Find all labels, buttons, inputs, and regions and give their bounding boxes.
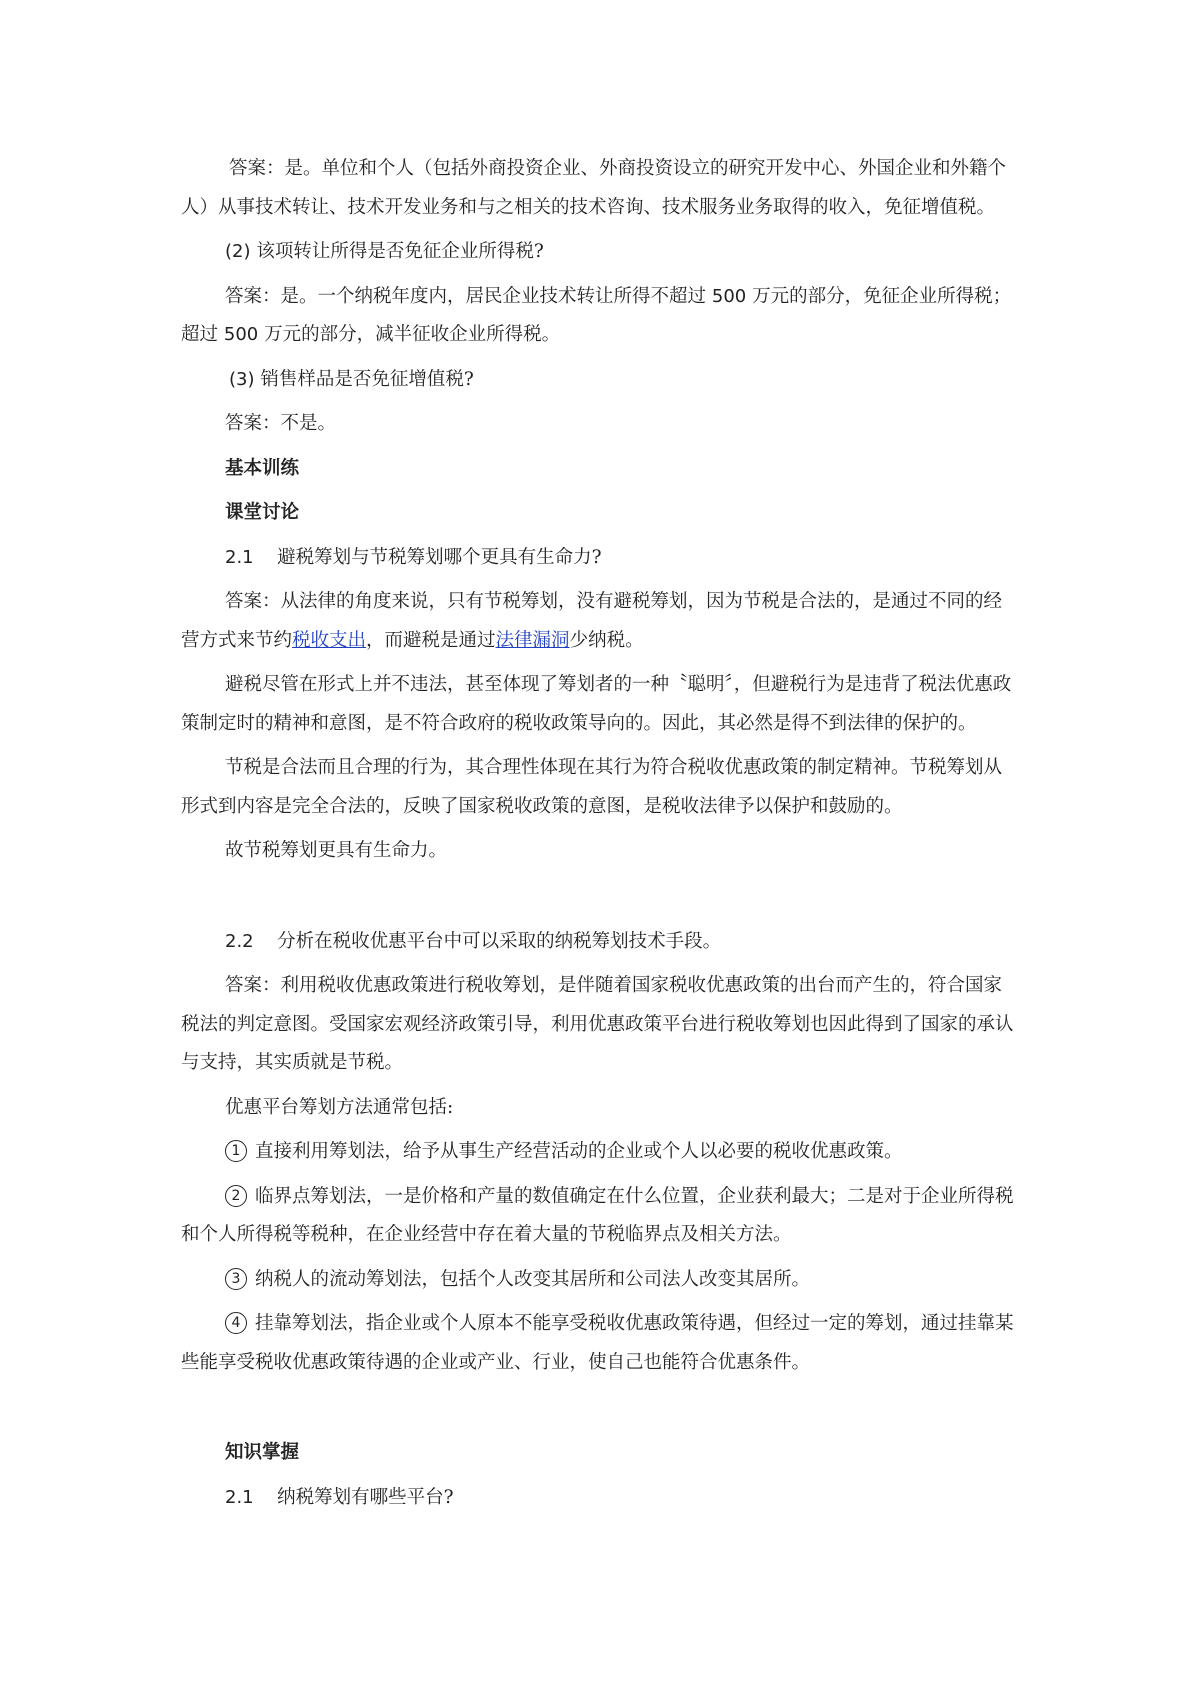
answer-text: 答案：从法律的角度来说，只有节税筹划，没有避税筹划，因为节税是合法的，是通过不同的经营方式来节约	[181, 591, 1003, 651]
question-2-1	[181, 539, 1017, 578]
method-text: 临界点筹划法，一是价格和产量的数值确定在什么位置，企业获利最大；二是对于企业所得税和个人所得税等税种，在企业经营中存在着大量的节税临界点及相关方法。	[181, 1185, 1014, 1245]
question-3	[181, 361, 1017, 400]
tax-saving-paragraph: 节税是合法而且合理的行为，其合理性体现在其行为符合税收优惠政策的制定精神。节税筹划从形式到内容是完全合法的，反映了国家税收政策的意图，是税收法律予以保护和鼓励的。	[181, 757, 1003, 817]
section-heading-discussion: 课堂讨论	[225, 502, 300, 523]
methods-intro: 优惠平台筹划方法通常包括:	[225, 1096, 454, 1118]
tax-expenditure-link[interactable]: 税收支出	[292, 629, 367, 651]
answer-3: 答案：不是。	[225, 413, 337, 434]
amount-value: 500	[711, 285, 747, 307]
circled-number: 4	[225, 1312, 247, 1334]
document-body	[181, 150, 1017, 1517]
method-item	[181, 1305, 1017, 1382]
answer-2	[181, 278, 1017, 355]
circled-number: 3	[225, 1268, 247, 1290]
question-number: (3)	[229, 368, 255, 390]
knowledge-question-2-1	[181, 1479, 1017, 1518]
question-number: 2.2	[225, 930, 254, 952]
question-number: 2.1	[225, 1486, 254, 1508]
question-text: 避税筹划与节税筹划哪个更具有生命力?	[277, 546, 602, 568]
method-item	[181, 1261, 1017, 1300]
circled-number: 1	[225, 1140, 247, 1162]
section-heading-knowledge: 知识掌握	[225, 1442, 300, 1463]
answer-text: 答案：是。一个纳税年度内，居民企业技术转让所得不超过	[225, 285, 712, 307]
question-number: 2.1	[225, 546, 254, 568]
question-number: (2)	[225, 241, 251, 262]
answer-2-1	[181, 583, 1017, 660]
question-text: 纳税筹划有哪些平台?	[277, 1486, 454, 1508]
method-text: 直接利用筹划法，给予从事生产经营活动的企业或个人以必要的税收优惠政策。	[255, 1141, 903, 1162]
section-heading-basic: 基本训练	[225, 457, 300, 479]
conclusion-paragraph: 故节税筹划更具有生命力。	[225, 840, 448, 861]
legal-loophole-link[interactable]: 法律漏洞	[495, 629, 570, 651]
answer-text: 万元的部分，减半征收企业所得税。	[258, 324, 561, 345]
answer-text: 少纳税。	[569, 629, 644, 651]
question-text: 分析在税收优惠平台中可以采取的纳税筹划技术手段。	[277, 930, 722, 952]
method-text: 纳税人的流动筹划法，包括个人改变其居所和公司法人改变其居所。	[255, 1268, 811, 1290]
question-2-2	[181, 923, 1017, 962]
circled-number: 2	[225, 1185, 247, 1207]
answer-paragraph: 答案：是。单位和个人（包括外商投资企业、外商投资设立的研究开发中心、外国企业和外籍个人）从事技术转让、技术开发业务和与之相关的技术咨询、技术服务业务取得的收入，免征增值税。	[181, 158, 1007, 218]
question-text: 该项转让所得是否免征企业所得税?	[250, 241, 544, 262]
question-2	[181, 233, 1017, 272]
answer-2-2: 答案：利用税收优惠政策进行税收筹划，是伴随着国家税收优惠政策的出台而产生的，符合国家税法的判定意图。受国家宏观经济政策引导，利用优惠政策平台进行税收筹划也因此得到了国家的承认与支持，其实质就是节税。	[181, 975, 1014, 1073]
question-text: 销售样品是否免征增值税?	[254, 368, 474, 390]
answer-text: 万元的部分，免征企业所得税；超过	[181, 285, 1012, 345]
amount-value: 500	[223, 324, 259, 345]
method-item	[181, 1178, 1017, 1255]
method-item	[181, 1133, 1017, 1172]
tax-avoidance-paragraph: 避税尽管在形式上并不违法，甚至体现了筹划者的一种〝聪明〞，但避税行为是违背了税法优惠政策制定时的精神和意图，是不符合政府的税收政策导向的。因此，其必然是得不到法律的保护的。	[181, 674, 1012, 734]
method-text: 挂靠筹划法，指企业或个人原本不能享受税收优惠政策待遇，但经过一定的筹划，通过挂靠某些能享受税收优惠政策待遇的企业或产业、行业，使自己也能符合优惠条件。	[181, 1313, 1014, 1373]
answer-text: ，而避税是通过	[366, 629, 496, 651]
